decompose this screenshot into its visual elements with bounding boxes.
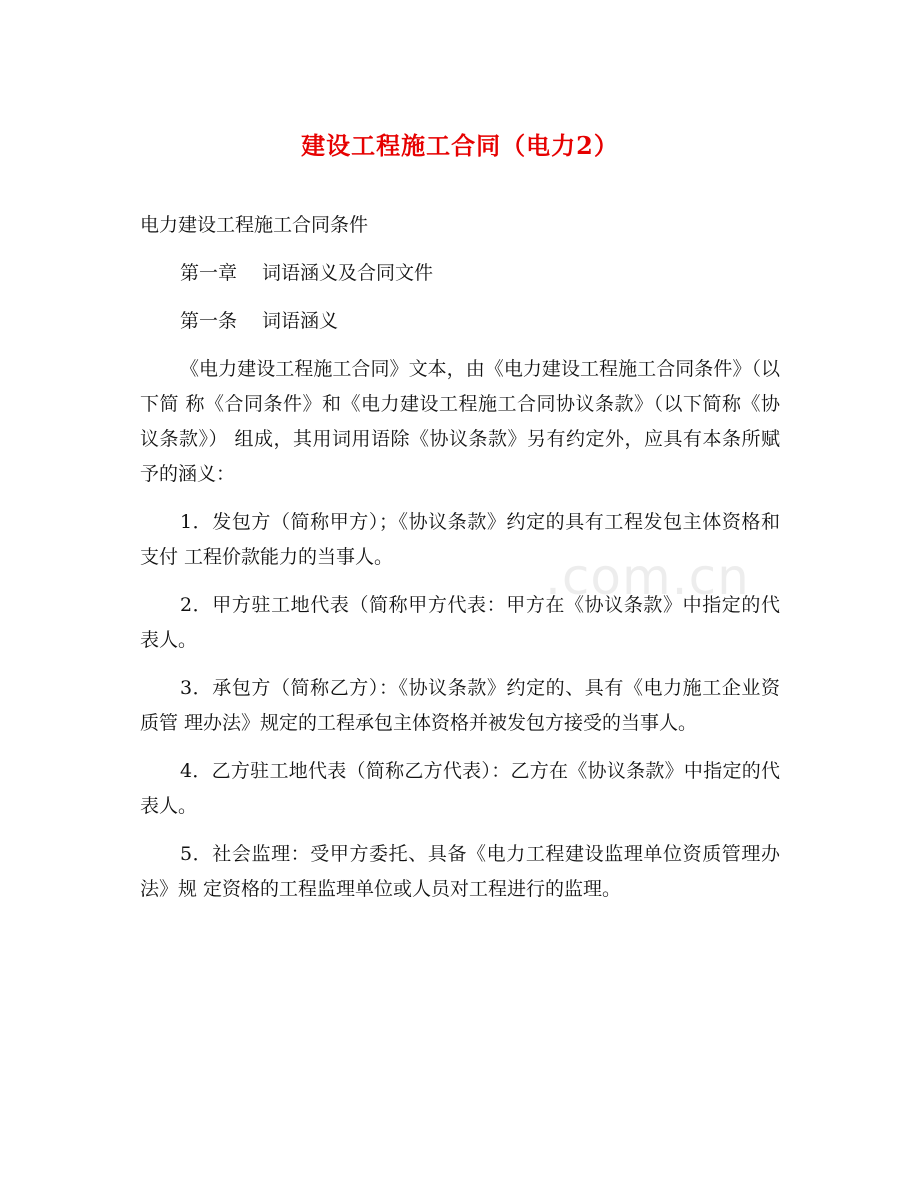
article-heading: 第一条 词语涵义 <box>180 310 339 332</box>
definition-item: 3．承包方（简称乙方）：《协议条款》约定的、具有《电力施工企业资质管 理办法》规定的工程承包主体资格并被发包方接受的当事人。 <box>140 677 780 734</box>
definition-item: 1．发包方（简称甲方）；《协议条款》约定的具有工程发包主体资格和支付 工程价款能力的当事人。 <box>140 511 780 568</box>
watermark: .com.cn <box>545 548 750 606</box>
definition-item: 5．社会监理：受甲方委托、具备《电力工程建设监理单位资质管理办法》规 定资格的工程监理单位或人员对工程进行的监理。 <box>140 843 780 900</box>
subtitle: 电力建设工程施工合同条件 <box>140 214 369 236</box>
definition-item: 2．甲方驻工地代表（简称甲方代表：甲方在《协议条款》中指定的代表人。 <box>140 594 780 651</box>
document-body <box>140 208 780 920</box>
definition-item: 4．乙方驻工地代表（简称乙方代表）：乙方在《协议条款》中指定的代表人。 <box>140 760 780 817</box>
chapter-heading: 第一章 词语涵义及合同文件 <box>180 262 434 284</box>
document-title: 建设工程施工合同（电力2） <box>301 131 619 160</box>
intro-paragraph: 《电力建设工程施工合同》文本，由《电力建设工程施工合同条件》（以下简 称《合同条件》和《电力建设工程施工合同协议条款》（以下简称《协议条款》） 组成，其用词用语除《协议条款》另有约定外，应具有本条所赋予的涵义： <box>140 358 780 485</box>
